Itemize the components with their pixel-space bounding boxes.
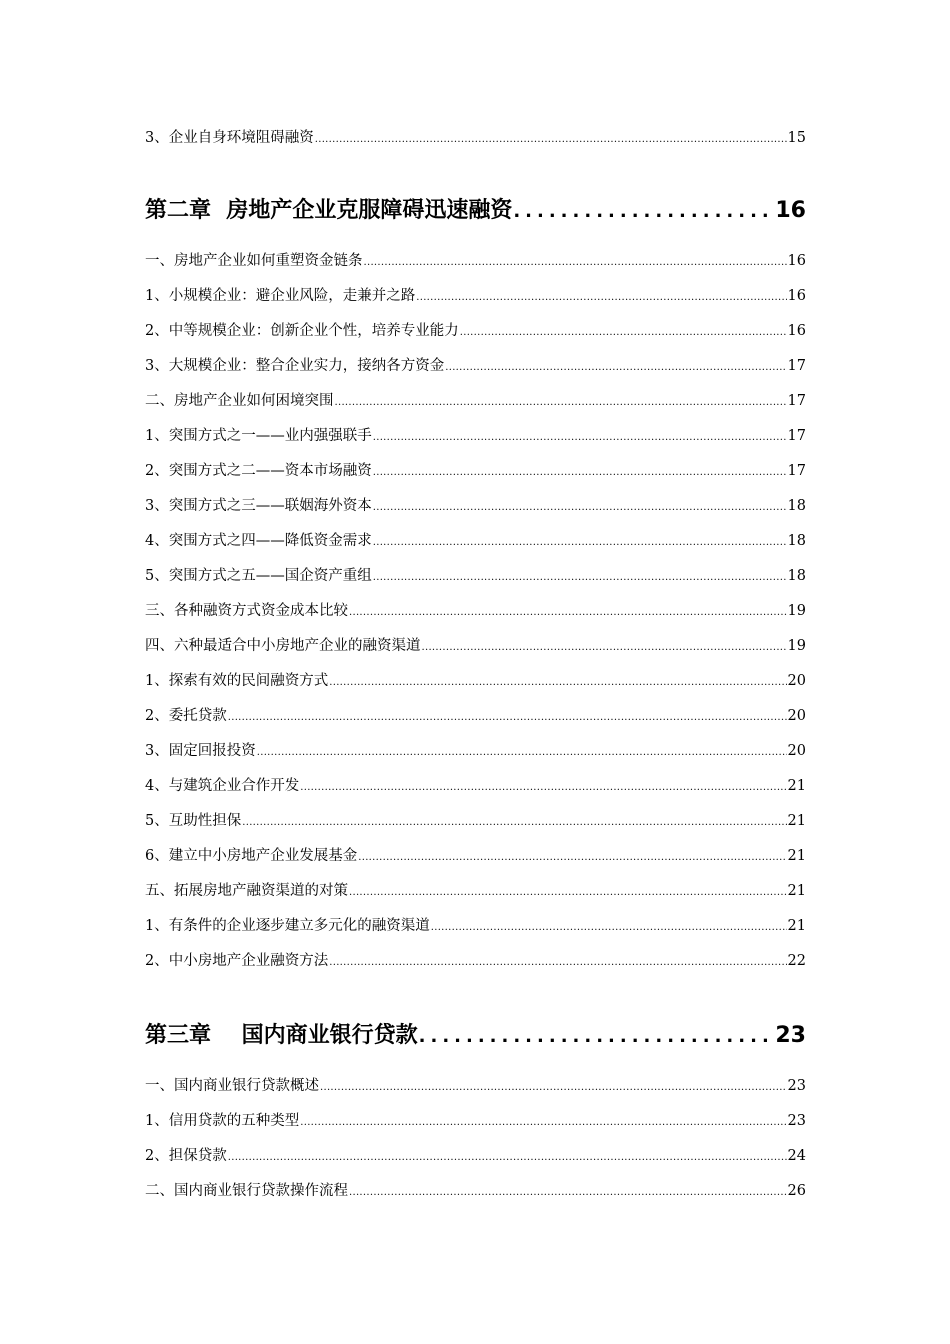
dot-leader	[329, 952, 786, 974]
dot-leader	[300, 1112, 786, 1134]
dot-leader	[373, 532, 787, 554]
toc-entry-page: 19	[787, 603, 806, 619]
toc-entry-page: 20	[787, 708, 806, 724]
toc-entry[interactable]	[145, 460, 806, 482]
toc-entry[interactable]	[145, 810, 806, 832]
toc-entry[interactable]	[145, 320, 806, 342]
toc-entry[interactable]	[145, 127, 806, 149]
toc-entry-page: 19	[787, 638, 806, 654]
toc-entry-page: 26	[787, 1183, 806, 1199]
dot-leader	[335, 392, 787, 414]
dot-leader	[358, 847, 786, 869]
dot-leader	[257, 742, 787, 764]
toc-entry-page: 17	[787, 358, 806, 374]
toc-entry[interactable]	[145, 495, 806, 517]
toc-entry[interactable]	[145, 950, 806, 972]
toc-entry-title: 1、小规模企业：避企业风险，走兼并之路	[145, 288, 416, 304]
toc-entry-page: 23	[787, 1078, 806, 1094]
dot-leader	[228, 1147, 787, 1169]
toc-entry-page: 18	[787, 498, 806, 514]
toc-entry-title: 三、各种融资方式资金成本比较	[145, 603, 348, 619]
toc-entry-page: 22	[787, 953, 806, 969]
toc-entry-title: 1、突围方式之一——业内强强联手	[145, 428, 372, 444]
toc-entry[interactable]	[145, 740, 806, 762]
dot-leader	[373, 497, 787, 519]
toc-entry-page: 23	[787, 1113, 806, 1129]
toc-entry[interactable]	[145, 915, 806, 937]
dot-leader	[445, 357, 786, 379]
toc-entry-title: 五、拓展房地产融资渠道的对策	[145, 883, 348, 899]
dot-leader	[329, 672, 786, 694]
toc-entry[interactable]	[145, 285, 806, 307]
toc-entry-title: 1、有条件的企业逐步建立多元化的融资渠道	[145, 918, 430, 934]
toc-entry-page: 21	[787, 778, 806, 794]
toc-entry-page: 15	[787, 130, 806, 146]
toc-entry[interactable]	[145, 1180, 806, 1202]
dot-leader	[349, 882, 787, 904]
toc-entry-page: 21	[787, 918, 806, 934]
toc-entry[interactable]	[145, 1145, 806, 1167]
toc-chapter-heading[interactable]	[145, 196, 806, 226]
dot-leader	[349, 1182, 787, 1204]
dot-leader	[315, 129, 787, 151]
toc-entry-page: 21	[787, 883, 806, 899]
dot-leader	[460, 322, 787, 344]
toc-entry-title: 二、房地产企业如何困境突围	[145, 393, 334, 409]
toc-entry-title: 2、委托贷款	[145, 708, 227, 724]
toc-entry-title: 4、与建筑企业合作开发	[145, 778, 300, 794]
toc-entry-title: 3、企业自身环境阻碍融资	[145, 130, 314, 146]
dot-leader	[416, 287, 786, 309]
toc-entry[interactable]	[145, 530, 806, 552]
toc-entry[interactable]	[145, 775, 806, 797]
dot-leader	[513, 197, 774, 227]
toc-entry-title: 二、国内商业银行贷款操作流程	[145, 1183, 348, 1199]
dot-leader	[431, 917, 787, 939]
toc-entry-page: 21	[787, 813, 806, 829]
toc-entry[interactable]	[145, 1110, 806, 1132]
toc-entry-page: 20	[787, 673, 806, 689]
toc-entry-title: 5、突围方式之五——国企资产重组	[145, 568, 372, 584]
toc-entry-title: 2、担保贷款	[145, 1148, 227, 1164]
dot-leader	[373, 462, 787, 484]
toc-entry[interactable]	[145, 390, 806, 412]
toc-entry-page: 16	[787, 253, 806, 269]
dot-leader	[422, 637, 787, 659]
toc-entry-title: 3、大规模企业：整合企业实力，接纳各方资金	[145, 358, 445, 374]
dot-leader	[349, 602, 787, 624]
toc-entry-page: 17	[787, 428, 806, 444]
dot-leader	[320, 1077, 787, 1099]
toc-entry-page: 18	[787, 533, 806, 549]
dot-leader	[300, 777, 786, 799]
toc-entry[interactable]	[145, 250, 806, 272]
toc-entry[interactable]	[145, 845, 806, 867]
toc-entry-title: 2、中等规模企业：创新企业个性，培养专业能力	[145, 323, 459, 339]
toc-entry-title: 四、六种最适合中小房地产企业的融资渠道	[145, 638, 421, 654]
dot-leader	[373, 427, 787, 449]
toc-entry-title: 3、突围方式之三——联姻海外资本	[145, 498, 372, 514]
toc-entry-title: 3、固定回报投资	[145, 743, 256, 759]
toc-entry-title: 一、房地产企业如何重塑资金链条	[145, 253, 363, 269]
dot-leader	[364, 252, 787, 274]
toc-entry-title: 2、中小房地产企业融资方法	[145, 953, 329, 969]
toc-entry-title: 4、突围方式之四——降低资金需求	[145, 533, 372, 549]
toc-entry[interactable]	[145, 705, 806, 727]
toc-entry-page: 17	[787, 463, 806, 479]
toc-entry[interactable]	[145, 425, 806, 447]
toc-entry-page: 24	[787, 1148, 806, 1164]
toc-entry[interactable]	[145, 600, 806, 622]
toc-entry-page: 17	[787, 393, 806, 409]
toc-entry[interactable]	[145, 565, 806, 587]
toc-entry-title: 2、突围方式之二——资本市场融资	[145, 463, 372, 479]
toc-chapter-title: 第二章 房地产企业克服障碍迅速融资	[145, 198, 513, 223]
toc-entry-title: 1、探索有效的民间融资方式	[145, 673, 329, 689]
toc-entry-page: 18	[787, 568, 806, 584]
toc-entry[interactable]	[145, 670, 806, 692]
toc-entry-title: 5、互助性担保	[145, 813, 242, 829]
dot-leader	[373, 567, 787, 589]
toc-entry-page: 16	[787, 288, 806, 304]
toc-chapter-page: 16	[775, 198, 806, 223]
toc-chapter-heading[interactable]	[145, 1021, 806, 1051]
toc-chapter-page: 23	[775, 1023, 806, 1048]
toc-entry[interactable]	[145, 880, 806, 902]
toc-entry[interactable]	[145, 355, 806, 377]
toc-entry[interactable]	[145, 1075, 806, 1097]
toc-entry[interactable]	[145, 635, 806, 657]
dot-leader	[419, 1022, 775, 1052]
toc-entry-page: 16	[787, 323, 806, 339]
toc-entry-title: 6、建立中小房地产企业发展基金	[145, 848, 358, 864]
dot-leader	[242, 812, 786, 834]
toc-chapter-title: 第三章 国内商业银行贷款	[145, 1023, 418, 1048]
toc-entry-title: 一、国内商业银行贷款概述	[145, 1078, 319, 1094]
toc-entry-page: 21	[787, 848, 806, 864]
dot-leader	[228, 707, 787, 729]
toc-entry-title: 1、信用贷款的五种类型	[145, 1113, 300, 1129]
toc-entry-page: 20	[787, 743, 806, 759]
